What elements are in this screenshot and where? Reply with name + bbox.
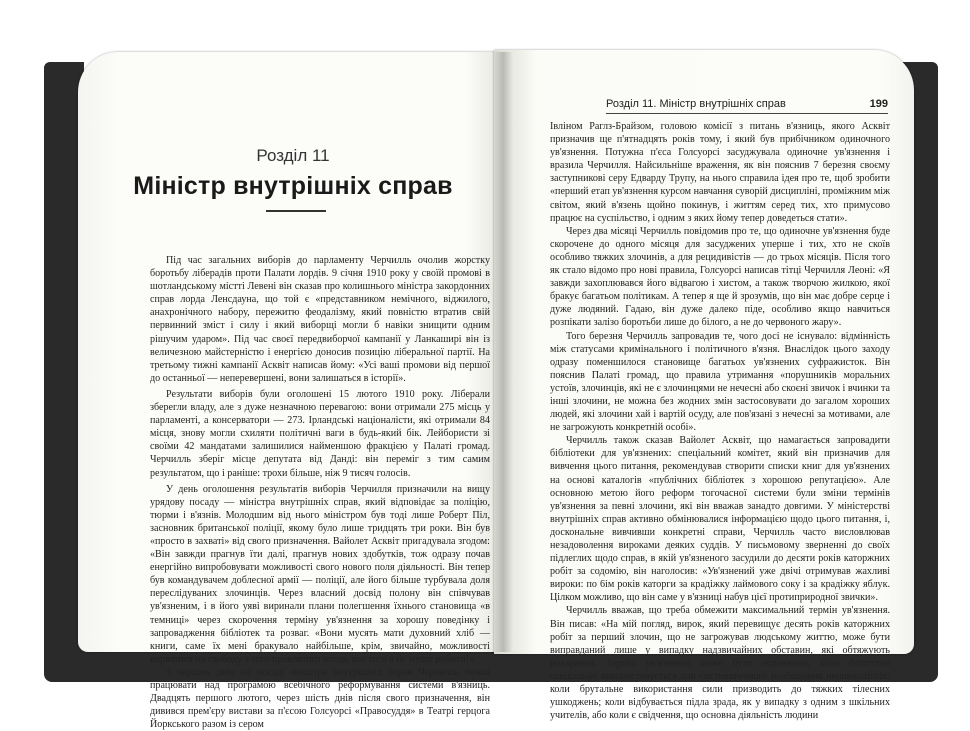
left-page	[78, 52, 508, 731]
chapter-title: Міністр внутрішніх справ	[133, 172, 453, 200]
page-number: 199	[869, 98, 888, 110]
paragraph: Черчилль також сказав Вайолет Асквіт, що намагається запровадити бібліотеки для ув'язнених: спеціальний комітет, який він призначив для вивчення цього питання, рекомендував створити списки книг для ув'язнених на основі каталогів «публічних бібліотек з хорошою репутацією». Але основною метою його реформ тогочасної системи були зміни термінів ув'язнення за певні злочини, які він вважав занадто довгими. У міністерстві внутрішніх справ активно обмінювалися інформацією щодо цього питання, і, доскональне вивчивши конкретні справи, Черчилль часто висловлював незадоволення вироками деяких суддів. У письмовому зверненні до своїх підлеглих щодо справ, в якій ув'язненого засудили до десяти років каторжних робіт за содомію, він наголосив: «Ув'язнений уже двічі отримував жахливі вироки: по 6ім років каторги за крадіжку лаймового соку і за крадіжку яблук. Цілком можливо, що він саме у в'язниці набув цієї протиприродної звички».	[550, 435, 890, 604]
running-head	[606, 98, 888, 114]
paragraph: У день оголошення результатів виборів Черчилля призначили на вищу урядову посаду — міністра внутрішніх справ, який відповідає за поліцію, тюрми і в'язнів. Молодшим від нього міністром був тоді лише Роберт Піл, засновник британської поліції, якому було лише тридцять три роки. Він був «просто в захваті» від свого призначення. Вайолет Асквіт пригадувала згодом: «Він завжди прагнув їти далі, прагнув нових здобутків, тож одразу почав енергійно випробовувати можливості свого нового поля діяльності. Він тепер був командувачем доблесної армії — поліції, але його більше турбувала доля переслідуваних злочинців. Через власний досвід полону він співчував ув'язненим, і в його уяві виринали плани полегшення їхнього становища «в темниці» через скорочення терміну ув'язнення за хорошу поведінку і запровадження бібліотек та розваг. «Вони мусять мати духовний хліб — книги, саме їх мені бракувало найбільше, крім, звичайно, можливості вирватися на свободу з того проклятого місця, але того я не мушу робити!»	[150, 483, 490, 665]
open-book	[38, 22, 938, 731]
chapter-label: Розділ 11	[256, 146, 330, 165]
chapter-divider	[266, 210, 326, 212]
right-page-body	[550, 120, 890, 722]
paragraph: Черчилль вважав, що треба обмежити максимальний термін ув'язнення. Він писав: «На мій погляд, вирок, який перевищує десять років каторжних робіт за перший злочин, що не загрожував людському життю, може бути виправданий лише у випадку надзвичайних обставин, які обтяжують покарання. Термін ув'язнення може бути подовжено, коли багатство спеціально використовується для систематичного розбещення неповнолітніх; коли брутальне використання сили призводить до тяжких тілесних ушкоджень; коли відбувається підла зрада, як у випадку з одним з шкільних учителів, або коли є свідчення, що основна діяльність людини	[550, 605, 890, 722]
running-head-title: Розділ 11. Міністр внутрішніх справ	[606, 98, 786, 110]
paragraph: Івліном Раглз-Брайзом, головою комісії з питань в'язниць, якого Асквіт призначив ще п'ятнадцять років тому, і який був прибічником одиночного ув'язнення. Потужна п'єса Голсуорсі засуджувала одиночне ув'язнення і вразила Черчилля. Найсильніше враження, як він пояснив 7 березня своєму заступникові серу Едварду Трупу, на нього справила ідея про те, щоб зробити «перший етап ув'язнення курсом навчання суворій дисципліні, проміжним між світом, який в'язень щойно покинув, і життям серед тих, хто примусово працює на суспільство, і одним з яких йому тепер доведеться стати».	[550, 121, 890, 224]
paragraph: Того березня Черчилль запровадив те, чого досі не існувало: відмінність між статусами кримінального і політичного в'язня. Внаслідок цього заходу одразу поменшилося становище багатьох ув'язнених суфражисток. Він пояснив Палаті громад, що правила утримання «порушників моральних устоїв, злочинців, які не є злочинцями не нечесні або скоєні звичок і вчинки та інші злочини, не можна без жодних змін застосовувати до загалом хороших людей, які злочини хай і вартій осуду, але пов'язані з нечесні за мотивами, але не загрожують конкретній особі».	[550, 330, 890, 434]
left-page-body	[150, 254, 490, 731]
book-gutter	[493, 52, 513, 652]
paragraph: Результати виборів були оголошені 15 лютого 1910 року. Ліберали зберегли владу, але з дуже незначною перевагою: вони отримали 275 місць у парламенті, а консерватори — 273. Ірландські націоналісти, які отримали 84 місця, знову могли схиляти політичні ваги в будь-який бік. Лейбористи зі своїми 42 мандатами залишилися найменшою фракцією у Палаті громад. Черчилль зберіг місце депутата від Данді: він переміг з тим самим результатом, що і раніше: трохи більше, ніж 9 тисяч голосів.	[150, 388, 490, 479]
paragraph: Через два місяці Черчилль повідомив про те, що одиночне ув'язнення буде скорочене до одного місяця для засуджених уперше і тих, хто не скоїв особливо тяжких злочинів, а для рецидивістів — до трьох місяців. Після того як стало відомо про нові правила, Голсуорсі написав тітці Черчилля Леоні: «Я завжди захоплювався його відвагою і хистом, а також творчою жилкою, якої бракує багатьом політикам. А тепер я ще й зрозумів, що він має добре серце і дуже людяний. Гадаю, він дуже далеко піде, особливо якщо навчиться розпікати залізо боротьби лише до білого, а не до червоного жару».	[550, 225, 890, 329]
right-page	[494, 50, 914, 722]
paragraph: Під час загальних виборів до парламенту Черчилль очолив жорстку боротьбу ліберадів проти Палати лордів. 9 січня 1910 року у своїй промові в шотландському містті Левені він сказав про колишнього міністра закордонних справ лорда Ленсдауна, що той є «представником немічного, віджилого, анахронічного набору, пережитю феодалізму, який повністю втратив свій первинний зміст і силу і який виборщі могли б навіки знищити одним рішучим ударом». Під час своєї передвиборчої кампанії у Ланкаширі він із величезною майстерністю і енергією доносив позицію ліберальної партії. На третьому тижні кампанії Асквіт написав йому: «Усі ваші промови від першої до останньої — неперевершені, вони залишаться в історії».	[150, 255, 490, 384]
paragraph: З перших днів на посаді міністра внутрішніх справ Черчилль почав працювати над програмою всебічного реформування системи в'язниць. Двадцять першого лютого, через шість днів після свого призначення, він дивився прем'єру вистави за п'єсою Голсуорсі «Правосуддя» в Театрі герцога Йоркського разом із сером	[150, 666, 490, 731]
